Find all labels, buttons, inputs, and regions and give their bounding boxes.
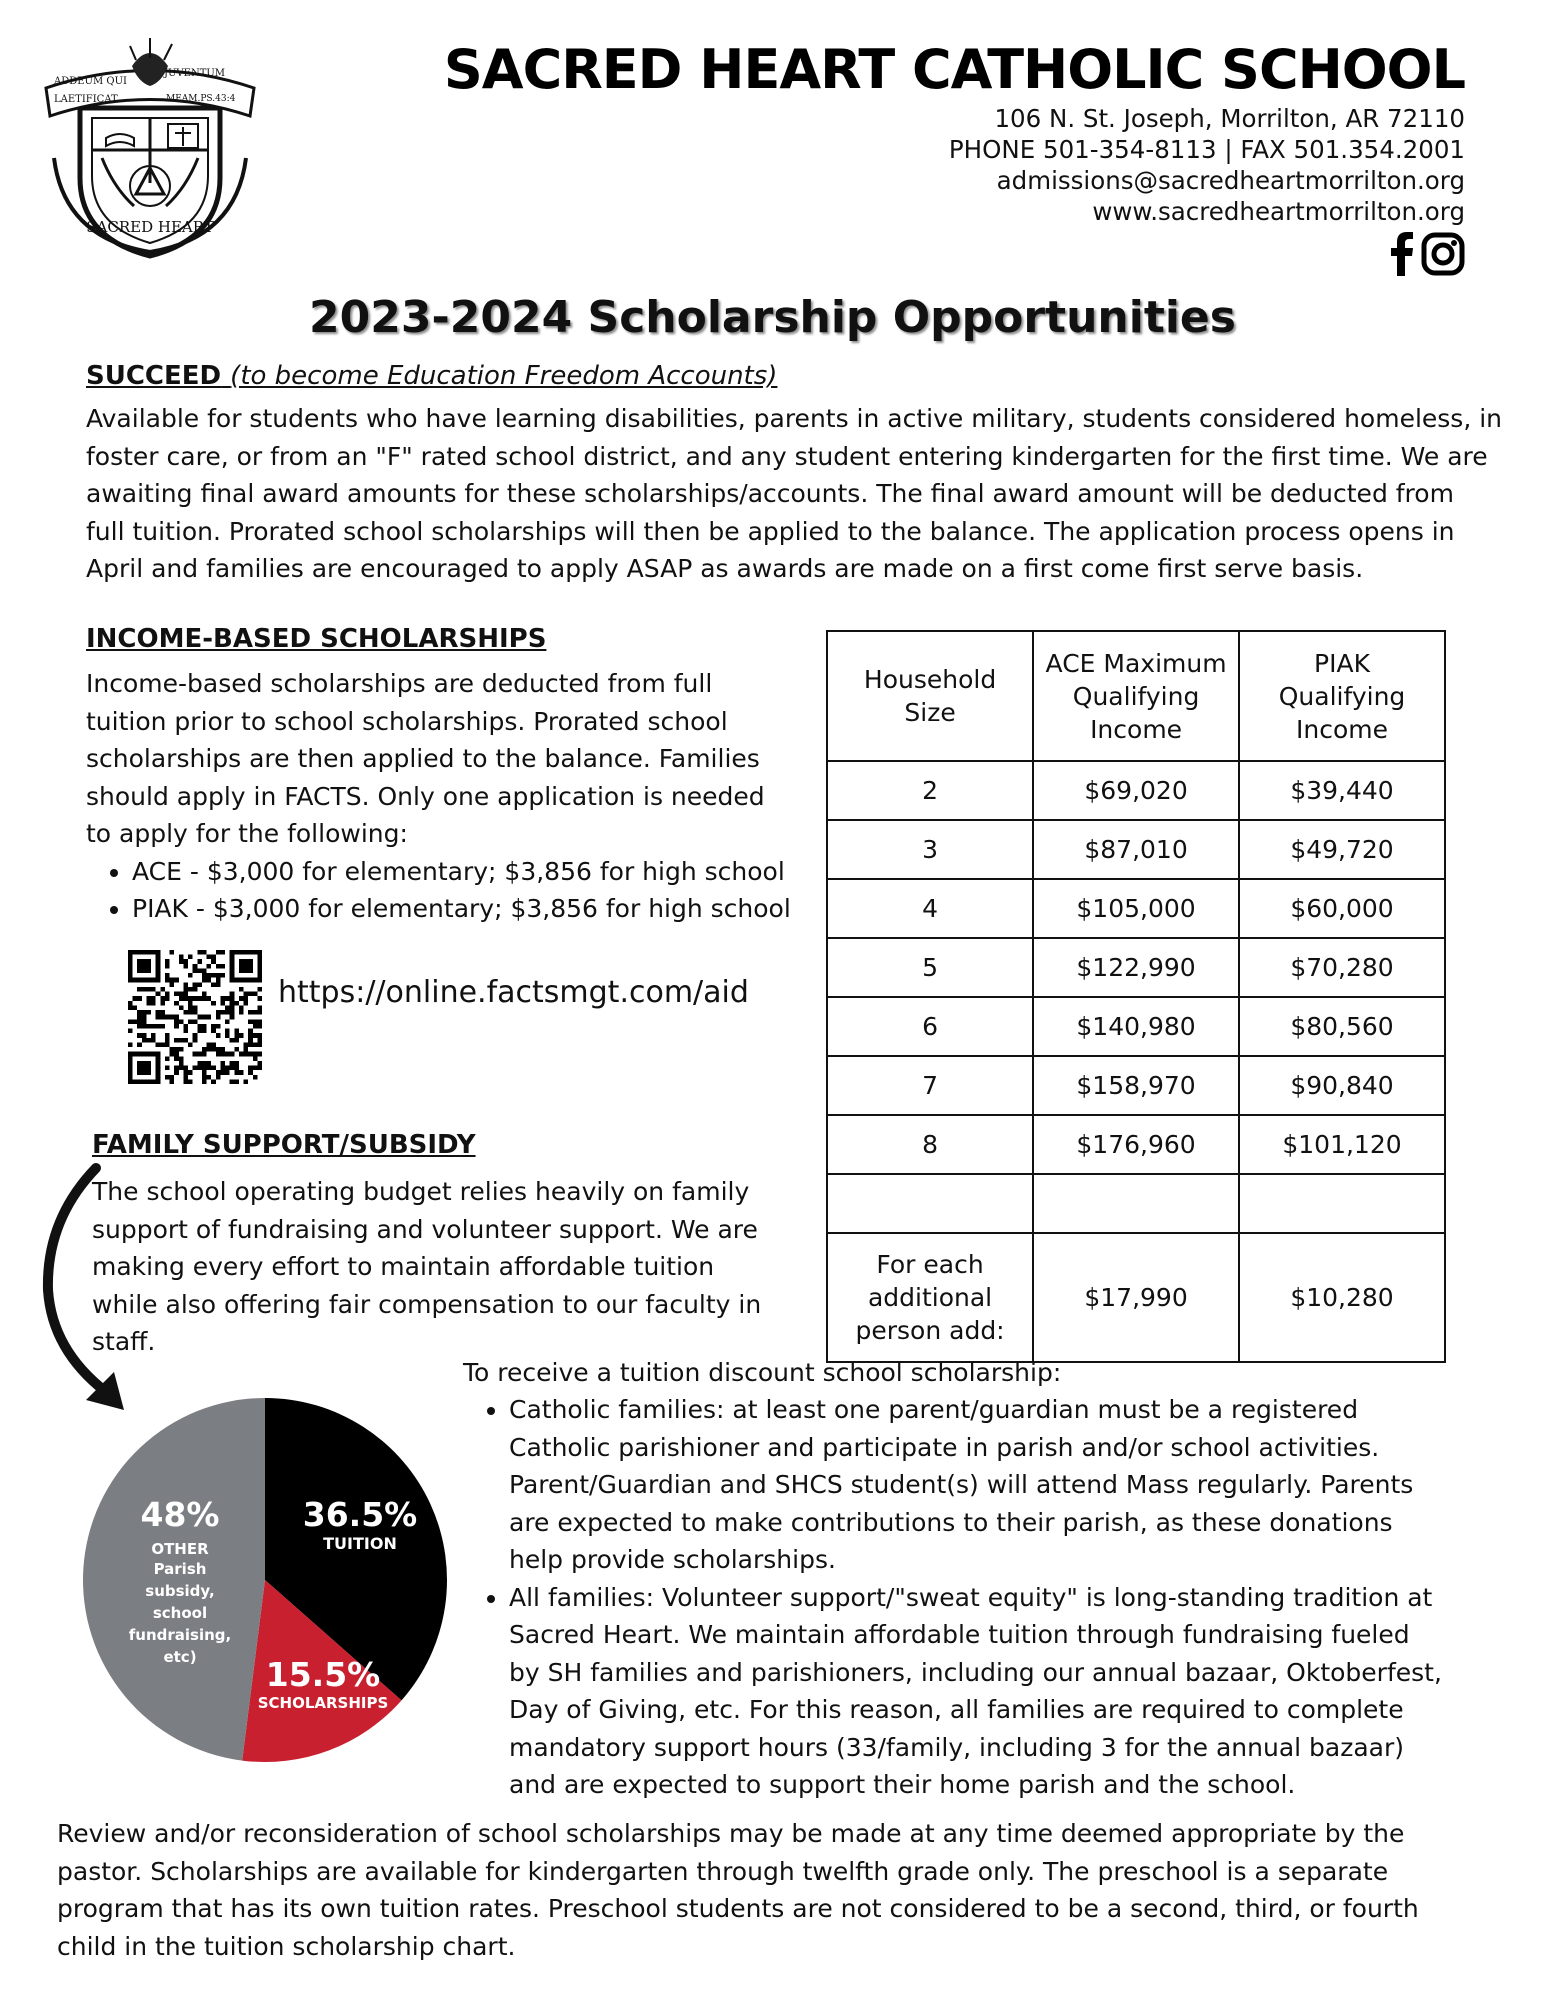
cell-size bbox=[827, 1174, 1033, 1233]
table-footer-row bbox=[827, 1233, 1445, 1362]
cell-piak: $101,120 bbox=[1239, 1115, 1445, 1174]
header-line: Qualifying bbox=[1072, 681, 1200, 711]
footer-line: program that has its own tuition rates. Preschool students are not considered to be a second, third, or fourth bbox=[57, 1894, 1419, 1923]
pie-label-other bbox=[110, 1495, 250, 1668]
cell-ace: $105,000 bbox=[1033, 879, 1239, 938]
footer-paragraph bbox=[57, 1815, 1419, 1965]
bullet-line: help provide scholarships. bbox=[509, 1545, 836, 1574]
pie-detail-line: school bbox=[152, 1604, 208, 1622]
pie-pct-scholarships: 15.5% bbox=[265, 1655, 381, 1694]
curved-arrow-icon bbox=[36, 1160, 146, 1420]
cell-piak: $80,560 bbox=[1239, 997, 1445, 1056]
school-website[interactable]: www.sacredheartmorrilton.org bbox=[1092, 197, 1465, 226]
footer-label-line: additional bbox=[867, 1283, 993, 1312]
cell-size: 6 bbox=[827, 997, 1033, 1056]
cell-ace: $122,990 bbox=[1033, 938, 1239, 997]
cell-size: 8 bbox=[827, 1115, 1033, 1174]
footer-additional-person bbox=[827, 1233, 1033, 1362]
footer-line: child in the tuition scholarship chart. bbox=[57, 1931, 516, 1961]
facts-aid-url[interactable]: https://online.factsmgt.com/aid bbox=[278, 975, 749, 1010]
cell-size: 7 bbox=[827, 1056, 1033, 1115]
pie-pct-tuition: 36.5% bbox=[302, 1495, 418, 1534]
footer-line: pastor. Scholarships are available for kindergarten through twelfth grade only. The preschool is a separate bbox=[57, 1856, 1389, 1886]
cell-piak: $90,840 bbox=[1239, 1056, 1445, 1115]
all-families-bullet bbox=[509, 1579, 1442, 1804]
table-row bbox=[827, 1115, 1445, 1174]
header-line: Income bbox=[1090, 714, 1183, 744]
succeed-line: Available for students who have learning disabilities, parents in active military, students considered homeless, in bbox=[86, 404, 1503, 433]
social-icons bbox=[1391, 232, 1465, 276]
table-row bbox=[827, 879, 1445, 938]
family-line: support of fundraising and volunteer support. We are bbox=[92, 1214, 758, 1244]
crest-bottom-text: SACRED HEART bbox=[86, 218, 214, 236]
ace-bullet: • ACE - $3,000 for elementary; $3,856 for high school bbox=[132, 853, 791, 891]
bullet-line: Parent/Guardian and SHCS student(s) will attend Mass regularly. Parents bbox=[509, 1470, 1414, 1499]
family-line: while also offering fair compensation to our faculty in bbox=[92, 1289, 762, 1319]
cell-size: 5 bbox=[827, 938, 1033, 997]
bullet-line: • All families: Volunteer support/"sweat equity" is long-standing tradition at bbox=[509, 1582, 1433, 1612]
succeed-line: full tuition. Prorated school scholarships will then be applied to the balance. The application process opens in bbox=[86, 516, 1455, 546]
footer-label-line: person add: bbox=[855, 1316, 1005, 1345]
pie-detail-line: Parish bbox=[153, 1560, 207, 1578]
bullet-line: and are expected to support their home parish and the school. bbox=[509, 1770, 1296, 1799]
pie-cat-scholarships: SCHOLARSHIPS bbox=[257, 1694, 389, 1712]
table-header-row bbox=[827, 631, 1445, 761]
table-row bbox=[827, 1056, 1445, 1115]
cell-size: 4 bbox=[827, 879, 1033, 938]
cell-ace: $176,960 bbox=[1033, 1115, 1239, 1174]
pie-label-tuition bbox=[295, 1495, 425, 1553]
cell-size: 2 bbox=[827, 761, 1033, 820]
header-line: Size bbox=[904, 698, 956, 727]
pie-detail-line: subsidy, bbox=[145, 1582, 215, 1600]
crest-band-left-2: LAETIFICAT bbox=[54, 94, 118, 105]
income-line: scholarships are then applied to the balance. Families bbox=[86, 744, 760, 773]
income-line: tuition prior to school scholarships. Prorated school bbox=[86, 706, 728, 736]
cell-ace: $69,020 bbox=[1033, 761, 1239, 820]
succeed-paragraph bbox=[86, 400, 1502, 588]
income-heading: INCOME-BASED SCHOLARSHIPS bbox=[86, 624, 547, 654]
header-line: Qualifying bbox=[1278, 681, 1406, 711]
bullet-line: mandatory support hours (33/family, including 3 for the annual bazaar) bbox=[509, 1732, 1405, 1762]
footer-piak-add: $10,280 bbox=[1239, 1233, 1445, 1362]
income-line: should apply in FACTS. Only one application is needed bbox=[86, 781, 765, 811]
bullet-line: by SH families and parishioners, including our annual bazaar, Oktoberfest, bbox=[509, 1657, 1442, 1687]
family-line: The school operating budget relies heavily on family bbox=[92, 1177, 750, 1206]
cell-ace: $158,970 bbox=[1033, 1056, 1239, 1115]
succeed-line: awaiting final award amounts for these scholarships/accounts. The final award amount will be deducted from bbox=[86, 479, 1454, 508]
income-bullet-list bbox=[86, 853, 791, 928]
succeed-heading-label: SUCCEED bbox=[86, 361, 222, 391]
succeed-line: foster care, or from an "F" rated school district, and any student entering kindergarten for the first time. We are bbox=[86, 441, 1488, 471]
footer-label-line: For each bbox=[876, 1250, 984, 1279]
pie-detail-line: etc) bbox=[163, 1648, 197, 1666]
cell-ace bbox=[1033, 1174, 1239, 1233]
school-name: SACRED HEART CATHOLIC SCHOOL bbox=[443, 38, 1465, 101]
instagram-icon[interactable] bbox=[1421, 232, 1465, 276]
pie-detail-other bbox=[110, 1558, 250, 1668]
table-row-empty bbox=[827, 1174, 1445, 1233]
footer-line: Review and/or reconsideration of school scholarships may be made at any time deemed appropriate by the bbox=[57, 1819, 1405, 1848]
admissions-email[interactable]: admissions@sacredheartmorrilton.org bbox=[996, 166, 1465, 195]
pie-pct-other: 48% bbox=[140, 1495, 220, 1534]
family-line: making every effort to maintain affordable tuition bbox=[92, 1252, 715, 1281]
bullet-line: • Catholic families: at least one parent/guardian must be a registered bbox=[509, 1395, 1359, 1424]
family-line: staff. bbox=[92, 1327, 156, 1356]
table-row bbox=[827, 938, 1445, 997]
succeed-heading bbox=[86, 361, 777, 391]
table-row bbox=[827, 761, 1445, 820]
income-line: to apply for the following: bbox=[86, 819, 408, 848]
header-line: PIAK bbox=[1314, 648, 1370, 678]
crest-band-right: JUVENTUM bbox=[164, 68, 226, 79]
cell-ace: $140,980 bbox=[1033, 997, 1239, 1056]
cell-size: 3 bbox=[827, 820, 1033, 879]
crest-band-right-2: MEAM.PS.43:4 bbox=[166, 94, 236, 104]
discount-intro: To receive a tuition discount school scholarship: bbox=[463, 1358, 1062, 1387]
school-crest-logo bbox=[40, 38, 260, 260]
footer-ace-add: $17,990 bbox=[1033, 1233, 1239, 1362]
school-phone-fax: PHONE 501-354-8113 | FAX 501.354.2001 bbox=[948, 135, 1465, 164]
pie-cat-other: OTHER bbox=[151, 1540, 209, 1558]
contact-block bbox=[949, 103, 1465, 227]
header-line: Household bbox=[863, 665, 997, 694]
header-piak-income bbox=[1239, 631, 1445, 761]
succeed-line: April and families are encouraged to apply ASAP as awards are made on a first come first serve basis. bbox=[86, 554, 1364, 583]
school-address: 106 N. St. Joseph, Morrilton, AR 72110 bbox=[994, 104, 1465, 133]
table-row bbox=[827, 997, 1445, 1056]
family-support-paragraph bbox=[92, 1173, 761, 1361]
facebook-icon[interactable] bbox=[1391, 232, 1413, 276]
income-table bbox=[826, 630, 1446, 1363]
succeed-subheading: (to become Education Freedom Accounts) bbox=[230, 361, 778, 391]
page-title: 2023-2024 Scholarship Opportunities bbox=[309, 292, 1236, 343]
family-support-heading: FAMILY SUPPORT/SUBSIDY bbox=[92, 1130, 476, 1160]
header-line: ACE Maximum bbox=[1045, 648, 1227, 678]
bullet-line: Sacred Heart. We maintain affordable tuition through fundraising fueled bbox=[509, 1620, 1410, 1649]
pie-cat-tuition: TUITION bbox=[323, 1534, 397, 1553]
piak-bullet: • PIAK - $3,000 for elementary; $3,856 for high school bbox=[132, 890, 791, 928]
income-paragraph bbox=[86, 665, 791, 928]
crest-band-left: ADDEUM QUI bbox=[54, 76, 127, 87]
bullet-line: Catholic parishioner and participate in parish and/or school activities. bbox=[509, 1432, 1380, 1462]
pie-detail-line: fundraising, bbox=[128, 1626, 232, 1644]
bullet-line: are expected to make contributions to their parish, as these donations bbox=[509, 1507, 1393, 1537]
cell-ace: $87,010 bbox=[1033, 820, 1239, 879]
table-row bbox=[827, 820, 1445, 879]
cell-piak: $60,000 bbox=[1239, 879, 1445, 938]
cell-piak: $49,720 bbox=[1239, 820, 1445, 879]
header-ace-income bbox=[1033, 631, 1239, 761]
cell-piak bbox=[1239, 1174, 1445, 1233]
qr-code[interactable] bbox=[128, 950, 262, 1084]
discount-bullet-list bbox=[463, 1391, 1442, 1804]
catholic-families-bullet bbox=[509, 1391, 1442, 1579]
bullet-line: Day of Giving, etc. For this reason, all families are required to complete bbox=[509, 1695, 1404, 1724]
income-line: Income-based scholarships are deducted from full bbox=[86, 669, 713, 698]
cell-piak: $70,280 bbox=[1239, 938, 1445, 997]
header-line: Income bbox=[1296, 714, 1389, 744]
discount-bullets bbox=[463, 1391, 1442, 1804]
cell-piak: $39,440 bbox=[1239, 761, 1445, 820]
pie-label-scholarships bbox=[248, 1655, 398, 1712]
header-household-size bbox=[827, 631, 1033, 761]
